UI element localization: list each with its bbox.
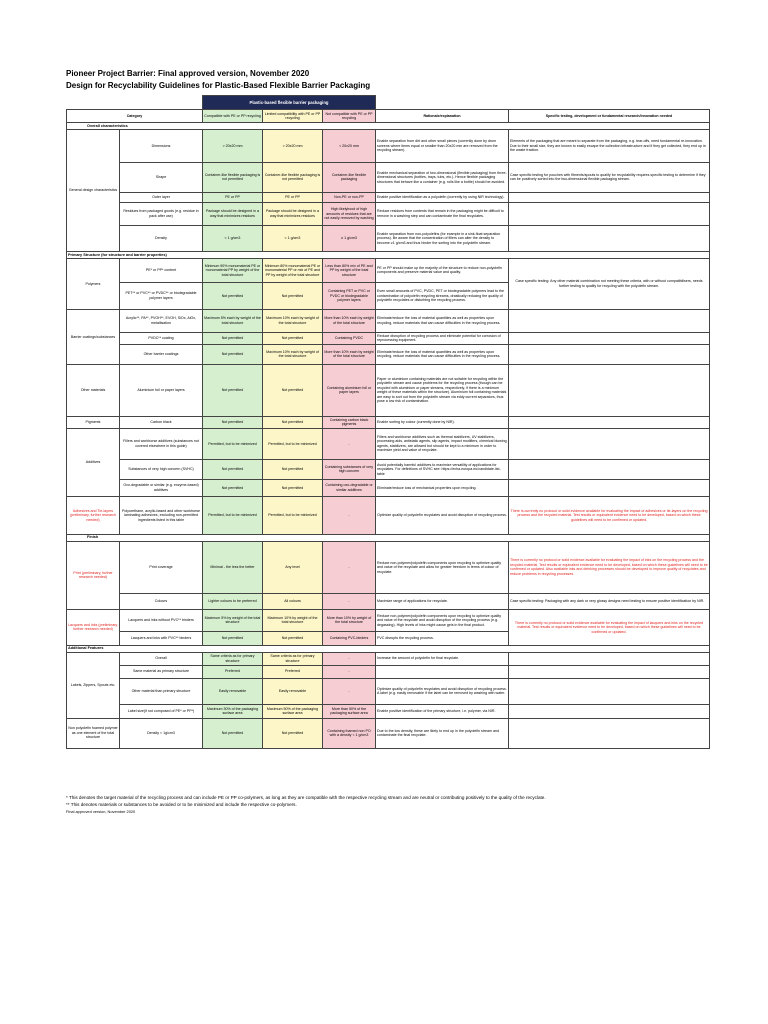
compatible-cell: Lighter colours to be preferred xyxy=(203,593,263,609)
compatible-cell: Not permitted xyxy=(203,459,263,479)
row-label: Substances of very high concern (SVHC) xyxy=(120,459,203,479)
testing-cell xyxy=(509,192,710,202)
row-label: Overall xyxy=(120,652,203,665)
not-compatible-cell: - xyxy=(323,593,376,609)
not-compatible-cell: - xyxy=(323,652,376,665)
compatible-cell: Not permitted xyxy=(203,416,263,428)
row-label: Other barrier coatings xyxy=(120,344,203,364)
row-label: Fillers and workhorse additives (substances not covered elsewhere in this guide) xyxy=(120,428,203,459)
row-label: Carbon black xyxy=(120,416,203,428)
limited-cell: Preferred xyxy=(263,665,323,678)
limited-cell: Minimum 80% monomaterial PE or monomaterial PP or mix of PE and PP by weight of the total structure xyxy=(263,258,323,282)
compatible-cell: Same criteria as for primary structure xyxy=(203,652,263,665)
limited-cell: Not permitted xyxy=(263,479,323,496)
testing-cell: There is currently no protocol or solid evidence available for evaluating the impact of lacquers and inks on the recycled material. Test results or equivalent evidence need to be developed, based on which these guidelines will need to be confirmed or updated. xyxy=(509,609,710,645)
rationale-cell: Increase the amount of polyolefin for final recyclate. xyxy=(376,652,509,665)
compatible-cell: Not permitted xyxy=(203,332,263,344)
compatible-cell: Maximum 5% each by weight of the total structure xyxy=(203,309,263,332)
rationale-header: Rationale/explanation xyxy=(376,110,509,123)
not-compatible-cell: Containing PET or PVC or PVDC or biodegradable polymer layers xyxy=(323,282,376,309)
group-adhesives: Adhesives and Tie-layers (preliminary, further research needed) xyxy=(67,496,120,534)
testing-cell: Case specific testing: Any other material combination not meeting these criteria, with or without compatibilisers, needs further testing to qualify for recycling with the polyolefin stream. xyxy=(509,258,710,309)
not-compatible-cell: - xyxy=(323,541,376,593)
rationale-cell: Eliminate/reduce loss of mechanical properties upon recycling. xyxy=(376,479,509,496)
rationale-cell: Reduce non-polymer/polyolefin components upon recycling to optimize quality and value of the recyclate and allow for greater freedom in terms of colour of recyclate. xyxy=(376,541,509,593)
document-subtitle: Design for Recyclability Guidelines for Plastic-Based Flexible Barrier Packaging xyxy=(66,81,371,90)
limited-cell: PE or PP xyxy=(263,192,323,202)
compatible-cell: Easily removable xyxy=(203,678,263,704)
limited-cell: All colours xyxy=(263,593,323,609)
group-general-design: General design characteristics xyxy=(67,129,120,251)
not-compatible-cell: Containing aluminium foil or paper layers xyxy=(323,364,376,416)
rationale-cell: Enable positive identification as a polyolefin (currently by using NIR technology). xyxy=(376,192,509,202)
section-additional: Additional Features xyxy=(67,645,710,652)
row-label: Dimensions xyxy=(120,129,203,162)
limited-cell: > 20x20 mm xyxy=(263,129,323,162)
row-label: Print coverage xyxy=(120,541,203,593)
testing-cell xyxy=(509,364,710,416)
row-label: Density < 1g/cm3 xyxy=(120,718,203,748)
not-compatible-cell: - xyxy=(323,496,376,534)
compatible-cell: Not permitted xyxy=(203,479,263,496)
limited-cell: Easily removable xyxy=(263,678,323,704)
rationale-cell: Even small amounts of PVC, PVDC, PET or biodegradable polymers lead to the contamination of polyolefin recycling streams, drastically reducing the quality of polyolefin recyclates or disturbing the recycling process. xyxy=(376,282,509,309)
rationale-cell: Optimize quality of polyolefin recyclates and avoid disruption of recycling process. A label (e.g. easily removable if the label can be removed by washing with water. xyxy=(376,678,509,704)
rationale-cell: Fillers and workhorse additives such as thermal stabilizers, UV stabilizers, processing aids, antistatic agents, slip agents, impact modifiers, chemical blowing agents, stabilizers, are allowed but should be kept to a minimum in order to maximize yield and value of recyclate. xyxy=(376,428,509,459)
row-label: PE* or PP* content xyxy=(120,258,203,282)
rationale-cell: Due to the low density, these are likely to end up in the polyolefin stream and contaminate the final recyclate. xyxy=(376,718,509,748)
limited-cell: Container-like flexible packaging is not permitted xyxy=(263,162,323,192)
not-compatible-cell: Non-PE or non-PP xyxy=(323,192,376,202)
testing-cell xyxy=(509,309,710,332)
group-foamed: Non polyolefin foamed polymer as one element of the total structure xyxy=(67,718,120,748)
row-label: Same material as primary structure xyxy=(120,665,203,678)
testing-cell xyxy=(509,678,710,704)
not-compatible-cell: Containing substances of very high concern xyxy=(323,459,376,479)
compatible-cell: < 1 g/cm3 xyxy=(203,225,263,251)
testing-cell xyxy=(509,479,710,496)
not-compatible-cell: Container-like flexible packaging xyxy=(323,162,376,192)
not-compatible-cell: - xyxy=(323,678,376,704)
not-compatible-cell: More than 10% by weight of the total structure xyxy=(323,609,376,631)
footnote-single-asterisk: * This denotes the target material of the recycling process and can include PE or PP co-polymers, as long as they are compatible with the respective recycling stream and are neutral or contributing positively to the quality of the recyclate. xyxy=(66,795,546,800)
not-compatible-cell: Containing PVC-binders xyxy=(323,631,376,645)
row-label: Residues from packaged goods (e.g. residue in pack after use) xyxy=(120,202,203,225)
group-additives: Additives xyxy=(67,428,120,496)
limited-cell: Maximum 50% of the packaging surface area xyxy=(263,704,323,718)
compatible-cell: Not permitted xyxy=(203,344,263,364)
row-label: Shape xyxy=(120,162,203,192)
rationale-cell: Reduce residues from contents that remain in the packaging might be difficult to remove in a washing step and can contaminate the final recyclates. xyxy=(376,202,509,225)
footnotes xyxy=(66,794,746,815)
testing-cell xyxy=(509,652,710,665)
banner-header: Plastic-based flexible barrier packaging xyxy=(203,96,376,110)
not-compatible-cell: More than 10% each by weight of the total structure xyxy=(323,344,376,364)
row-label: Outer layer xyxy=(120,192,203,202)
group-pigments: Pigments xyxy=(67,416,120,428)
compatible-cell: Permitted, but to be minimized xyxy=(203,428,263,459)
compatible-cell: Not permitted xyxy=(203,631,263,645)
rationale-cell: PE or PP should make up the majority of the structure to reduce non-polyolefin components and preserve material value and quality. xyxy=(376,258,509,282)
not-compatible-cell: ≥ 1 g/cm3 xyxy=(323,225,376,251)
not-compatible-cell: More than 10% each by weight of the total structure xyxy=(323,309,376,332)
group-other-materials: Other materials xyxy=(67,364,120,416)
version-note: Final approved version, November 2020 xyxy=(66,808,136,814)
group-polymers: Polymers xyxy=(67,258,120,309)
limited-cell: Not permitted xyxy=(263,332,323,344)
rationale-cell: Enable positive identification of the primary structure, i.e. polymer, via NIR. xyxy=(376,704,509,718)
limited-cell: Not permitted xyxy=(263,416,323,428)
limited-cell: Not permitted xyxy=(263,364,323,416)
compatible-cell: Not permitted xyxy=(203,282,263,309)
compatible-cell: Maximum 5% by weight of the total structure xyxy=(203,609,263,631)
compatible-cell: Minimal - the less the better xyxy=(203,541,263,593)
testing-cell: There is currently no protocol or solid evidence available for evaluating the impact of inks on the recycling process and the recycled material. Test results or equivalent evidence need to be developed, based on which these guidelines will need to be confirmed or updated. Also available inks and deinking processes should be developed to improve quality of recyclates and reduce problems in recycling processes. xyxy=(509,541,710,593)
not-compatible-cell: Less than 80% mix of PE and PP by weight of the total structure xyxy=(323,258,376,282)
compatible-cell: Not permitted xyxy=(203,718,263,748)
row-label: Label size(if not composed of PE* or PP*) xyxy=(120,704,203,718)
rationale-cell: Eliminate/reduce the loss of material quantities as well as properties upon recycling, reduce materials that can cause difficulties in the recycling process. xyxy=(376,309,509,332)
not-compatible-cell: Containing foamed non PO with a density < 1 g/cm3 xyxy=(323,718,376,748)
row-label: PVDC** coating xyxy=(120,332,203,344)
group-print: Print (preliminary, further research needed) xyxy=(67,541,120,609)
footnote-double-asterisk: ** This denotes materials or substances to be avoided or to be minimized and include the respective co-polymers. xyxy=(66,802,297,808)
testing-cell xyxy=(509,665,710,678)
testing-cell: Case specific testing: Packaging with any dark or very glossy designs need testing to ensure positive identification by NIR. xyxy=(509,593,710,609)
row-label: Density xyxy=(120,225,203,251)
compatible-cell: Maximum 30% of the packaging surface area xyxy=(203,704,263,718)
testing-header: Specific testing, development or fundamental research/innovation needed xyxy=(509,110,710,123)
limited-cell: Maximum 10% by weight of the total structure xyxy=(263,609,323,631)
testing-cell xyxy=(509,332,710,344)
group-labels: Labels, Zippers, Spouts etc. xyxy=(67,652,120,718)
rationale-cell xyxy=(376,665,509,678)
testing-cell xyxy=(509,459,710,479)
document-title: Pioneer Project Barrier: Final approved version, November 2020 xyxy=(66,69,310,78)
limited-cell: Not permitted xyxy=(263,282,323,309)
not-compatible-cell: < 20x20 mm xyxy=(323,129,376,162)
limited-cell: Maximum 10% each by weight of the total structure xyxy=(263,309,323,332)
limited-cell: Permitted, but to be minimized xyxy=(263,428,323,459)
testing-cell xyxy=(509,202,710,225)
row-label: Oxo-degradable or similar (e.g. enzyme-based) additives xyxy=(120,479,203,496)
section-primary: Primary Structure (for structure and barrier properties) xyxy=(67,251,710,258)
rationale-cell: Reduce non-polymer/polyolefin components upon recycling to optimize quality and value of the recyclate and avoid disruption of the recycling process (e.g. degassing). High levels of inks might cause gels in the final product. xyxy=(376,609,509,631)
testing-cell xyxy=(509,704,710,718)
not-compatible-cell: Containing oxo-degradable or similar additives xyxy=(323,479,376,496)
row-label: PET** or PVC** or PVDC** or biodegradable polymer layers xyxy=(120,282,203,309)
rationale-cell: PVC disrupts the recycling process. xyxy=(376,631,509,645)
testing-cell: Elements of the packaging that are meant to separate from the packaging, e.g. tear-offs, need fundamental re-innovation. Due to their small size, they are known to easily escape the collection infrastructure and if they get collected, they end up in the waste fraction. xyxy=(509,129,710,162)
row-label: Polyurethane, acrylic-based and other workhorse laminating adhesives, excluding non-permitted ingredients listed in this table xyxy=(120,496,203,534)
compatible-cell: Preferred xyxy=(203,665,263,678)
guidelines-table xyxy=(66,95,710,749)
rationale-cell: Enable separation from non-polyolefins (for example in a sink-float separation process). Be aware that the concentration of fillers can alter the density to become ≥1 g/cm3 and thus hinder the sorting into the polyolefin stream. xyxy=(376,225,509,251)
not-compatible-cell: - xyxy=(323,428,376,459)
row-label: Lacquers and inks without PVC** binders xyxy=(120,609,203,631)
not-compatible-header: Not compatible with PE or PP recycling xyxy=(323,110,376,123)
rationale-cell: Eliminate/reduce the loss of material quantities as well as properties upon recycling, reduce materials that can cause difficulties in the recycling process. xyxy=(376,344,509,364)
not-compatible-cell: Containing PVDC xyxy=(323,332,376,344)
testing-cell xyxy=(509,225,710,251)
row-label: Lacquers and inks with PVC** binders xyxy=(120,631,203,645)
compatible-cell: Package should be designed in a way that minimizes residues xyxy=(203,202,263,225)
rationale-cell: Avoid potentially harmful additives to maximize versatility of applications for recyclates. For definitions of SVHC see: https://echa.europa.eu/candidate-list-table xyxy=(376,459,509,479)
rationale-cell: Enable mechanical separation of two-dimensional (flexible packaging) from three-dimensional structures (bottles, trays, tubs, etc.). Hence flexible packaging structures that behave like a container (e.g. rolls like a bottle) should be avoided. xyxy=(376,162,509,192)
compatible-header: Compatible with PE or PP recycling xyxy=(203,110,263,123)
testing-cell: There is currently no protocol or solid evidence available for evaluating the impact of adhesives or tie-layers on the recycling process and the recycled material. Test results or equivalent evidence need to be developed, based on which these guidelines will need to be confirmed or updated. xyxy=(509,496,710,534)
row-label: Other material than primary structure xyxy=(120,678,203,704)
rationale-cell: Enable separation from dirt and other small pieces (currently done by drum screens where items equal or smaller than 20x20 mm are removed from the recycling stream). xyxy=(376,129,509,162)
limited-cell: Permitted, but to be minimized xyxy=(263,496,323,534)
category-header: Category xyxy=(67,110,203,123)
limited-cell: Same criteria as for primary structure xyxy=(263,652,323,665)
rationale-cell: Optimize quality of polyolefin recyclates and avoid disruption of recycling process. xyxy=(376,496,509,534)
limited-cell: Not permitted xyxy=(263,718,323,748)
not-compatible-cell: Containing carbon black pigments xyxy=(323,416,376,428)
not-compatible-cell: - xyxy=(323,665,376,678)
limited-cell: Package should be designed in a way that minimizes residues xyxy=(263,202,323,225)
testing-cell xyxy=(509,428,710,459)
testing-cell: Case specific testing for pouches with fitments/spouts to qualify for recyclability requires specific testing to determine if they can be positively sorted into the two-dimensional flexible packaging stream. xyxy=(509,162,710,192)
group-lacquers: Lacquers and Inks (preliminary, further research needed) xyxy=(67,609,120,645)
compatible-cell: Minimum 90% monomaterial PE or monomaterial PP by weight of the total structure xyxy=(203,258,263,282)
rationale-cell: Reduce disruption of recycling process and eliminate potential for corrosion of reprocessing equipment. xyxy=(376,332,509,344)
limited-cell: < 1 g/cm3 xyxy=(263,225,323,251)
limited-cell: Any level xyxy=(263,541,323,593)
not-compatible-cell: High likelyhood of high amounts of residues that are not easily removed by washing xyxy=(323,202,376,225)
testing-cell xyxy=(509,344,710,364)
rationale-cell: Enable sorting by colour (currently done by NIR). xyxy=(376,416,509,428)
testing-cell xyxy=(509,416,710,428)
testing-cell xyxy=(509,718,710,748)
section-overall: Overall characteristics xyxy=(67,123,710,130)
row-label: Colours xyxy=(120,593,203,609)
compatible-cell: Permitted, but to be minimized xyxy=(203,496,263,534)
limited-cell: Not permitted xyxy=(263,459,323,479)
limited-header: Limited compatibility with PE or PP recycling xyxy=(263,110,323,123)
rationale-cell: Paper or aluminium containing materials are not suitable for recycling within the polyolefin stream and cause problems for the recycling process (though can be recycled with aluminium or paper streams, respectively, if there is a minimum weight of these materials within the structure). Aluminium foil containing materials are easy to sort out from the polyolefin stream via eddy current separators, thus pose a low risk of contamination. xyxy=(376,364,509,416)
row-label: Aluminium foil or paper layers xyxy=(120,364,203,416)
compatible-cell: Container-like flexible packaging is not permitted xyxy=(203,162,263,192)
row-label: Acrylic**, PA**, PVOH**, EVOH, SiOx, AlOx, metallisation xyxy=(120,309,203,332)
group-barrier: Barrier coatings/substances xyxy=(67,309,120,364)
limited-cell: Maximum 10% each by weight of the total structure xyxy=(263,344,323,364)
compatible-cell: PE or PP xyxy=(203,192,263,202)
compatible-cell: Not permitted xyxy=(203,364,263,416)
limited-cell: Not permitted xyxy=(263,631,323,645)
not-compatible-cell: More than 50% of the packaging surface area xyxy=(323,704,376,718)
rationale-cell: Maximize range of applications for recyclate. xyxy=(376,593,509,609)
section-finish: Finish xyxy=(67,534,710,541)
compatible-cell: > 20x20 mm xyxy=(203,129,263,162)
